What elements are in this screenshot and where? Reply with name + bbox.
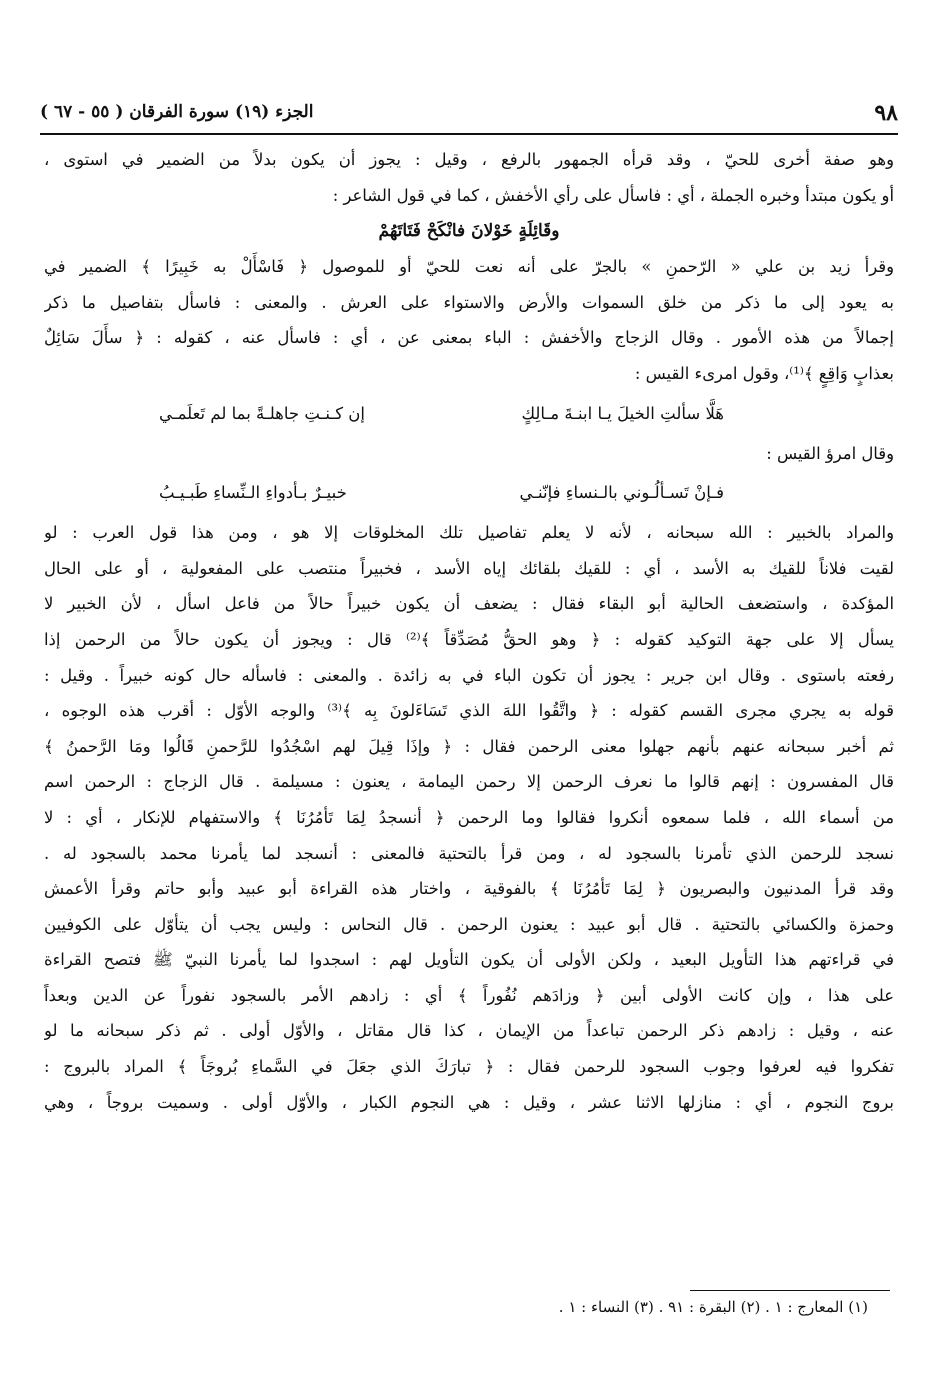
text-line: يسأل إلا على جهة التوكيد كقوله : ﴿ وهو الحقُّ مُصَدِّقاً ﴾⁽²⁾ قال : ويجوز أن يكون حالاً من الرحمن إذا bbox=[44, 629, 894, 649]
poem-first-hemistich: فـإنْ تَسـألُـوني بالـنساءِ فإنّنـي bbox=[519, 483, 724, 503]
text-line: على هذا ، وإن كانت الأولى أبين ﴿ وزادَهم نُفُوراً ﴾ أي : زادهم الأمر بالسجود نفوراً عن الدين وبعداً bbox=[44, 985, 894, 1005]
text-line: نسجد للرحمن الذي تأمرنا بالسجود له ، ومن قرأ بالتحتية فالمعنى : أنسجد لما يأمرنا محمد بالسجود له . bbox=[44, 843, 894, 863]
footnote-rule bbox=[690, 1290, 890, 1291]
text-line: به يعود إلى ما ذكر من خلق السموات والأرض والاستواء على العرش . والمعنى : فاسأل بتفاصيل ما ذكر bbox=[44, 292, 894, 312]
text-line: من أسماء الله ، فلما سمعوه أنكروا فقالوا وما الرحمن ﴿ أنسجدُ لِمَا تَأمُرُنَا ﴾ والاستفهام للإنكار ، أي : لا bbox=[44, 807, 894, 827]
page-body bbox=[44, 142, 894, 1120]
page-number: ٩٨ bbox=[874, 100, 898, 126]
text-line: أو يكون مبتدأ وخبره الجملة ، أي : فاسأل على رأي الأخفش ، كما في قول الشاعر : bbox=[332, 185, 894, 205]
text-line: قوله به يجري مجرى القسم كقوله : ﴿ واتَّقُوا اللهَ الذي تَسَاءَلونَ بِه ﴾⁽³⁾ والوجه الأوّل : أقرب هذه الوجوه ، bbox=[44, 701, 894, 721]
text-line: عنه ، وقيل : زادهم ذكر الرحمن تباعداً من الإيمان ، كذا قال مقاتل ، والأوّل أولى . ثم ذكر سبحانه ما لو bbox=[44, 1021, 894, 1041]
text-line: لقيت فلاناً للقيك به الأسد ، أي : للقيك بلقائك إياه الأسد ، فخبيراً منتصب على المفعولية ، أو على الحال bbox=[44, 558, 894, 578]
footnotes: (١) المعارج : ١ . (٢) البقرة : ٩١ . (٣) النساء : ١ . bbox=[558, 1298, 868, 1316]
poetry-verse: وقَائِلَةٍ خَوْلانَ فانْكَحْ فَتَاتَهُمْ bbox=[378, 221, 560, 242]
running-title: الجزء (١٩) سورة الفرقان ( ٥٥ - ٦٧ ) bbox=[40, 102, 314, 122]
poem-couplet bbox=[44, 471, 894, 515]
text-line: المؤكدة ، واستضعف الحالية أبو البقاء فقال : يضعف أن يكون خبيراً حالاً من فاعل اسأل ، لأن الخبير لا bbox=[44, 594, 894, 614]
page-header bbox=[40, 100, 898, 128]
text-line: وقد قرأ المدنيون والبصريون ﴿ لِمَا تَأمُرُنَا ﴾ بالفوقية ، واختار هذه القراءة أبو عبيد وأبو حاتم وقرأ الأعمش bbox=[44, 879, 894, 899]
text-line: وقال امرؤ القيس : bbox=[766, 443, 894, 463]
text-line: تفكروا فيه لعرفوا وجوب السجود للرحمن فقال : ﴿ تبارَكَ الذي جعَلَ في السَّماءِ بُروجَاً ﴾ المراد بالبروج : bbox=[44, 1057, 894, 1077]
poem-second-hemistich: خبيـرٌ بـأدواءِ الـنِّساءِ طَبـيـبُ bbox=[159, 483, 347, 503]
text-line: رفعته باستوى . وقال ابن جرير : يجوز أن تكون الباء في به زائدة . والمعنى : فاسأله حال كونه خبيراً . وقيل : bbox=[44, 665, 894, 685]
text-line: والمراد بالخبير : الله سبحانه ، لأنه لا يعلم تفاصيل تلك المخلوقات إلا هو ، ومن هذا قول العرب : لو bbox=[44, 523, 894, 543]
poem-first-hemistich: هَلَّا سألتِ الخيلَ يـا ابنـةَ مـالِكٍ bbox=[521, 403, 724, 423]
text-line: ثم أخبر سبحانه عنهم بأنهم جهلوا معنى الرحمن فقال : ﴿ وإذَا قِيلَ لهم اسْجُدُوا للرَّحمنِ قَالُوا ومَا الرَّحمنُ ﴾ bbox=[44, 736, 894, 756]
poem-couplet bbox=[44, 392, 894, 436]
text-line: في قراءتهم هذا التأويل البعيد ، ولكن الأولى أن يكون التأويل لهم : اسجدوا لما يأمرنا النبيّ ﷺ فتصح القراءة bbox=[44, 950, 894, 970]
text-line: إجمالاً من هذه الأمور . وقال الزجاج والأخفش : الباء بمعنى عن ، أي : فاسأل عنه ، كقوله : ﴿ سأَلَ سَائِلٌ bbox=[44, 328, 894, 348]
text-line: وحمزة والكسائي بالتحتية . قال أبو عبيد : يعنون الرحمن . قال النحاس : وليس يجب أن يتأوّل على الكوفيين bbox=[44, 914, 894, 934]
text-line: بعذابٍ وَاقِعٍ ﴾⁽¹⁾، وقول امرىء القيس : bbox=[634, 363, 894, 383]
text-line: وقرأ زيد بن علي « الرّحمنِ » بالجرّ على أنه نعت للحيّ أو للموصول ﴿ فَاسْأَلْ به خَبِيرًا ﴾ الضمير في bbox=[44, 257, 894, 277]
text-line: قال المفسرون : إنهم قالوا ما نعرف الرحمن إلا رحمن اليمامة ، يعنون : مسيلمة . قال الزجاج : الرحمن اسم bbox=[44, 772, 894, 792]
text-line: وهو صفة أخرى للحيّ ، وقد قرأه الجمهور بالرفع ، وقيل : يجوز أن يكون بدلاً من الضمير في استوى ، bbox=[44, 150, 894, 169]
header-rule bbox=[40, 133, 898, 135]
poem-second-hemistich: إن كـنـتِ جاهلـةً بما لم تَعلَمـي bbox=[159, 403, 366, 423]
text-line: بروج النجوم ، أي : منازلها الاثنا عشر ، وقيل : هي النجوم الكبار ، والأوّل أولى . وسميت بروجاً ، وهي bbox=[44, 1092, 894, 1112]
